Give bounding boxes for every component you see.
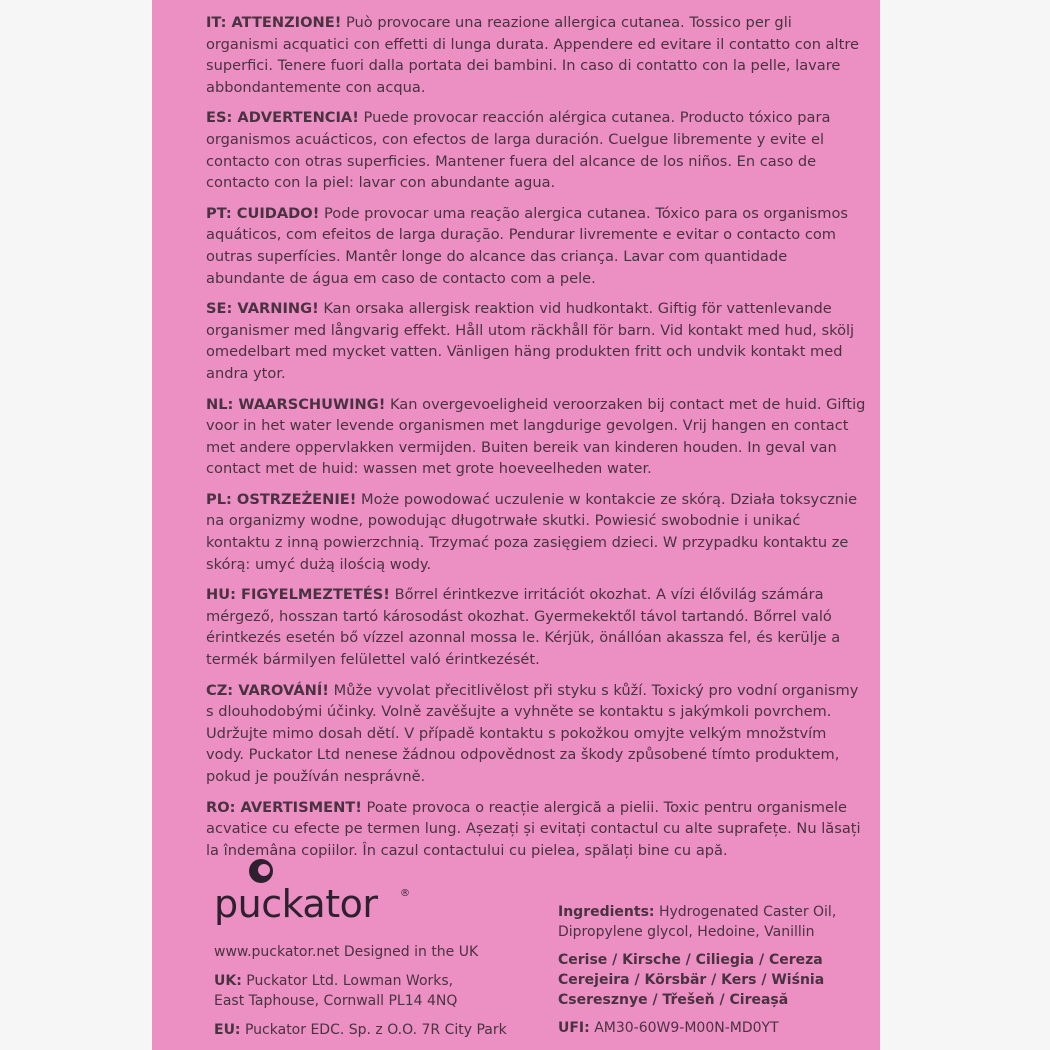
warning-text: Může vyvolat přecitlivělost při styku s kůží. Toxický pro vodní organismy s dlouhodobými účinky. Volně zavěšujte a vyhněte se kontaktu s jakýmkoli povrchem. Udržujte mimo dosah dětí. V případě kontaktu s pokožkou omyjte velkým množstvím vody. Puckator Ltd nenese žádnou odpovědnost za škody způsobené tímto produktem, pokud je používán nesprávně. [206, 681, 859, 785]
eu-line-1: Puckator EDC. Sp. z O.O. 7R City Park [240, 1022, 507, 1038]
ufi-line [558, 1018, 858, 1038]
warning-code: PL: OSTRZEŻENIE! [206, 490, 357, 508]
warnings-block [206, 12, 866, 870]
warning-code: HU: FIGYELMEZTETÉS! [206, 586, 390, 604]
warning-code: IT: ATTENZIONE! [206, 14, 342, 31]
colour-names: Cerise / Kirsche / Ciliegia / Cereza Cerejeira / Körsbär / Kers / Wiśnia Cseresznye / Třešeň / Cireașă [558, 952, 825, 1008]
warning-it [206, 12, 866, 98]
registered-mark: ® [400, 888, 410, 899]
ingredients-text: Hydrogenated Caster Oil, Dipropylene glycol, Hedoine, Vanillin [558, 904, 837, 940]
ingredients-label: Ingredients: [558, 904, 655, 920]
warning-cz [206, 680, 866, 788]
eu-address [214, 1020, 544, 1040]
warning-pl [206, 489, 866, 575]
warning-es [206, 107, 866, 193]
warning-text: Bőrrel érintkezve irritációt okozhat. A vízi élővilág számára mérgező, hosszan tartó károsodást okozhat. Gyermekektől távol tartandó. Bőrrel való érintkezés esetén bő vízzel azonnal mossa le. Kérjük, önállóan akassza fel, és kerülje a termék bármilyen felülettel való érintkezését. [206, 586, 841, 669]
ufi-label: UFI: [558, 1020, 590, 1036]
warning-text: Pode provocar uma reação alergica cutanea. Tóxico para os organismos aquáticos, com efeitos de larga duração. Pendurar livremente e evitar o contacto com outras superfícies. Mantêr longe do alcance das criança. Lavar com quantidade abundante de água em caso de contacto com a pele. [206, 204, 849, 287]
warning-text: Może powodować uczulenie w kontakcie ze skórą. Działa toksycznie na organizmy wodne, powodując długotrwałe skutki. Powiesić swobodnie i unikać kontaktu z inną powierzchnią. Trzymać poza zasięgiem dzieci. W przypadku kontaktu ze skórą: umyć dużą ilością wody. [206, 490, 858, 573]
warning-code: SE: VARNING! [206, 300, 319, 318]
warning-text: Puede provocar reacción alérgica cutanea. Producto tóxico para organismos acuácticos, con efectos de larga duración. Cuelgue libremente y evite el contacto con otras superficies. Mantener fuera del alcance de los niños. En caso de contacto con la piel: lavar con abundante agua. [206, 109, 831, 192]
warning-code: CZ: VAROVÁNÍ! [206, 681, 329, 699]
logo-dot-icon [248, 858, 274, 884]
eu-label: EU: [214, 1022, 241, 1038]
warning-pt [206, 203, 866, 289]
uk-label: UK: [214, 973, 242, 989]
uk-address [214, 971, 544, 1011]
warning-nl [206, 394, 866, 480]
logo-wordmark: puckator [214, 882, 378, 926]
product-info [558, 902, 858, 1046]
uk-line-2: East Taphouse, Cornwall PL14 4NQ [214, 993, 458, 1009]
warning-code: RO: AVERTISMENT! [206, 798, 362, 816]
ingredients [558, 902, 858, 942]
puckator-logo [214, 858, 414, 938]
warning-ro [206, 797, 866, 862]
warning-text: Kan orsaka allergisk reaktion vid hudkontakt. Giftig för vattenlevande organismer med långvarig effekt. Håll utom räckhåll för barn. Vid kontakt med hud, skölj omedelbart med mycket vatten. Vänligen häng produkten fritt och undvik kontakt med andra ytor. [206, 300, 855, 382]
company-info [214, 942, 544, 1049]
product-label-card [152, 0, 880, 1050]
warning-text: Può provocare una reazione allergica cutanea. Tossico per gli organismi acquatici con effetti di lunga durata. Appendere ed evitare il contatto con altre superfici. Tenere fuori dalla portata dei bambini. In caso di contatto con la pelle, lavare abbondantemente con acqua. [206, 14, 859, 96]
uk-line-1: Puckator Ltd. Lowman Works, [241, 973, 454, 989]
warning-se [206, 298, 866, 384]
warning-code: NL: WAARSCHUWING! [206, 395, 386, 413]
warning-text: Kan overgevoeligheid veroorzaken bij contact met de huid. Giftig voor in het water levende organismen met langdurige gevolgen. Vrij hangen en contact met andere oppervlakken vermijden. Buiten bereik van kinderen houden. In geval van contact met de huid: wassen met grote hoeveelheden water. [206, 395, 866, 478]
ufi-code: AM30-60W9-M00N-MD0YT [589, 1020, 779, 1036]
website-line: www.puckator.net Designed in the UK [214, 944, 479, 960]
warning-code: PT: CUIDADO! [206, 204, 320, 222]
warning-hu [206, 584, 866, 670]
warning-code: ES: ADVERTENCIA! [206, 109, 359, 127]
warning-text: Poate provoca o reacție alergică a pielii. Toxic pentru organismele acvatice cu efecte pe termen lung. Așezați și evitați contactul cu alte suprafețe. Nu lăsați la îndemâna copiilor. În cazul contactului cu pielea, spălați bine cu apă. [206, 798, 861, 859]
